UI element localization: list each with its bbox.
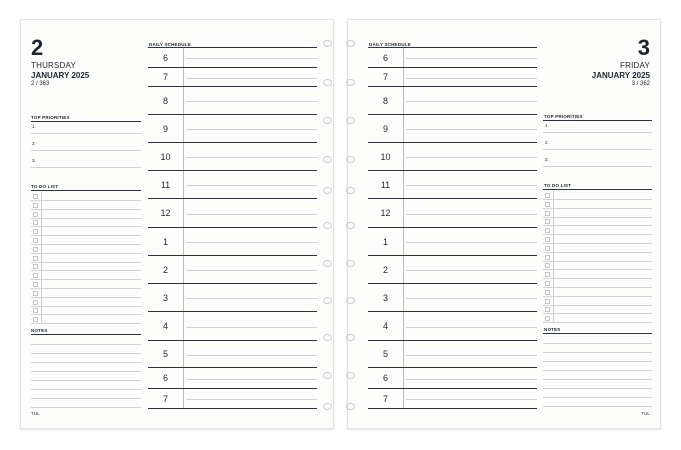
half-hour-line xyxy=(186,78,317,79)
priority-line[interactable] xyxy=(31,167,141,168)
priority-line[interactable] xyxy=(543,166,652,167)
todo-line[interactable] xyxy=(543,252,652,253)
hour-label: 4 xyxy=(368,312,404,340)
schedule-slot[interactable] xyxy=(368,283,537,311)
hour-label: 7 xyxy=(368,68,404,86)
half-hour-line xyxy=(186,379,317,380)
todo-line[interactable] xyxy=(543,234,652,235)
half-hour-line xyxy=(406,78,537,79)
notes-line[interactable] xyxy=(543,379,652,380)
half-hour-line xyxy=(186,298,317,299)
todo-checkbox[interactable] xyxy=(545,255,550,260)
day-number: 3 xyxy=(637,35,650,60)
schedule-title: DAILY SCHEDULE xyxy=(149,42,191,47)
half-hour-line xyxy=(406,185,537,186)
todo-line[interactable] xyxy=(543,225,652,226)
todo-line[interactable] xyxy=(543,296,652,297)
hour-label: 9 xyxy=(148,115,184,142)
schedule-slot[interactable] xyxy=(368,67,537,86)
todo-checkbox[interactable] xyxy=(545,211,550,216)
half-hour-line xyxy=(186,185,317,186)
notes-line[interactable] xyxy=(31,371,141,372)
binding-ring xyxy=(323,403,332,410)
half-hour-line xyxy=(406,379,537,380)
priority-line[interactable] xyxy=(31,150,141,151)
brand-logo: TUL xyxy=(641,411,650,416)
half-hour-line xyxy=(406,327,537,328)
hour-label: 2 xyxy=(148,256,184,283)
binding-ring xyxy=(346,403,355,410)
half-hour-line xyxy=(186,157,317,158)
hour-label: 6 xyxy=(148,368,184,388)
todo-checkbox[interactable] xyxy=(33,247,38,252)
schedule-slot[interactable] xyxy=(148,170,317,198)
hour-label: 3 xyxy=(148,284,184,311)
month-year: JANUARY 2025 xyxy=(31,71,90,80)
binding-ring xyxy=(323,222,332,229)
schedule-slot[interactable] xyxy=(148,388,317,408)
hour-label: 5 xyxy=(368,341,404,367)
half-hour-line xyxy=(406,129,537,130)
schedule-slot[interactable] xyxy=(148,86,317,114)
binding-ring xyxy=(323,334,332,341)
schedule-slot[interactable] xyxy=(368,227,537,255)
hour-label: 5 xyxy=(148,341,184,367)
todo-checkbox[interactable] xyxy=(33,212,38,217)
todo-line[interactable] xyxy=(543,322,652,323)
todo-checkbox[interactable] xyxy=(33,264,38,269)
top-priorities-rule xyxy=(31,121,141,122)
hour-label: 10 xyxy=(148,143,184,170)
todo-checkbox[interactable] xyxy=(545,219,550,224)
half-hour-line xyxy=(186,58,317,59)
todo-line[interactable] xyxy=(543,208,652,209)
hour-label: 4 xyxy=(148,312,184,340)
priority-number: 3. xyxy=(32,158,36,163)
schedule-slot[interactable] xyxy=(368,255,537,283)
schedule-slot[interactable] xyxy=(148,255,317,283)
notes-line[interactable] xyxy=(543,406,652,407)
schedule-slot[interactable] xyxy=(368,86,537,114)
todo-line[interactable] xyxy=(31,314,141,315)
top-priorities-rule xyxy=(543,120,652,121)
hour-label: 3 xyxy=(368,284,404,311)
hour-label: 11 xyxy=(148,171,184,198)
half-hour-line xyxy=(186,129,317,130)
schedule-title: DAILY SCHEDULE xyxy=(369,42,411,47)
todo-checkbox[interactable] xyxy=(33,229,38,234)
priority-line[interactable] xyxy=(31,133,141,134)
schedule-end-rule xyxy=(368,408,537,409)
notes-line[interactable] xyxy=(543,352,652,353)
notes-line[interactable] xyxy=(31,380,141,381)
hour-label: 7 xyxy=(148,389,184,408)
todo-line[interactable] xyxy=(31,270,141,271)
notes-line[interactable] xyxy=(31,344,141,345)
half-hour-line xyxy=(186,214,317,215)
top-priorities-title: TOP PRIORITIES xyxy=(544,114,583,119)
hour-label: 12 xyxy=(368,199,404,227)
todo-line[interactable] xyxy=(543,243,652,244)
hour-label: 8 xyxy=(368,87,404,114)
half-hour-line xyxy=(186,327,317,328)
notes-line[interactable] xyxy=(31,407,141,408)
weekday: THURSDAY xyxy=(31,61,77,70)
schedule-slot[interactable] xyxy=(148,283,317,311)
schedule-slot[interactable] xyxy=(148,67,317,86)
binding-ring xyxy=(323,117,332,124)
hour-label: 11 xyxy=(368,171,404,198)
todo-checkbox[interactable] xyxy=(545,202,550,207)
hour-label: 6 xyxy=(148,48,184,67)
notes-line[interactable] xyxy=(543,343,652,344)
todo-line[interactable] xyxy=(31,235,141,236)
notes-line[interactable] xyxy=(543,397,652,398)
schedule-slot[interactable] xyxy=(368,114,537,142)
day-count: 2 / 363 xyxy=(31,81,50,87)
todo-checkbox[interactable] xyxy=(545,299,550,304)
schedule-slot[interactable] xyxy=(148,142,317,170)
hour-label: 6 xyxy=(368,48,404,67)
todo-line[interactable] xyxy=(543,199,652,200)
priority-number: 2. xyxy=(545,140,549,145)
hour-label: 1 xyxy=(148,228,184,255)
todo-checkbox[interactable] xyxy=(33,300,38,305)
schedule-slot[interactable] xyxy=(148,367,317,388)
todo-line[interactable] xyxy=(31,306,141,307)
notes-line[interactable] xyxy=(543,388,652,389)
hour-label: 8 xyxy=(148,87,184,114)
notes-line[interactable] xyxy=(31,362,141,363)
binding-ring xyxy=(323,79,332,86)
day-count: 3 / 362 xyxy=(631,81,650,87)
todo-rule xyxy=(31,190,141,191)
notes-line[interactable] xyxy=(543,370,652,371)
todo-checkbox[interactable] xyxy=(545,228,550,233)
todo-divider xyxy=(553,191,554,323)
todo-checkbox[interactable] xyxy=(33,256,38,261)
schedule-slot[interactable] xyxy=(148,311,317,340)
priority-number: 2. xyxy=(32,141,36,146)
priority-number: 1. xyxy=(32,124,36,129)
schedule-slot[interactable] xyxy=(148,227,317,255)
todo-checkbox[interactable] xyxy=(33,282,38,287)
todo-checkbox[interactable] xyxy=(33,317,38,322)
binding-ring xyxy=(346,79,355,86)
schedule-slot[interactable] xyxy=(368,311,537,340)
binding-ring xyxy=(346,117,355,124)
priority-number: 1. xyxy=(545,123,549,128)
todo-checkbox[interactable] xyxy=(545,281,550,286)
todo-checkbox[interactable] xyxy=(33,238,38,243)
todo-line[interactable] xyxy=(31,323,141,324)
notes-line[interactable] xyxy=(31,398,141,399)
todo-checkbox[interactable] xyxy=(33,194,38,199)
half-hour-line xyxy=(406,157,537,158)
todo-checkbox[interactable] xyxy=(33,220,38,225)
todo-title: TO DO LIST xyxy=(544,183,572,188)
todo-checkbox[interactable] xyxy=(545,272,550,277)
todo-checkbox[interactable] xyxy=(545,237,550,242)
todo-checkbox[interactable] xyxy=(545,316,550,321)
binding-ring xyxy=(323,187,332,194)
todo-line[interactable] xyxy=(31,262,141,263)
todo-line[interactable] xyxy=(31,253,141,254)
priority-line[interactable] xyxy=(543,149,652,150)
todo-checkbox[interactable] xyxy=(545,193,550,198)
half-hour-line xyxy=(406,399,537,400)
schedule-slot[interactable] xyxy=(368,367,537,388)
half-hour-line xyxy=(406,298,537,299)
todo-line[interactable] xyxy=(543,278,652,279)
binding-ring xyxy=(346,297,355,304)
half-hour-line xyxy=(406,214,537,215)
todo-line[interactable] xyxy=(31,279,141,280)
brand-logo: TUL xyxy=(31,411,40,416)
todo-checkbox[interactable] xyxy=(33,291,38,296)
todo-line[interactable] xyxy=(543,261,652,262)
binding-ring xyxy=(323,372,332,379)
binding-ring xyxy=(346,372,355,379)
todo-checkbox[interactable] xyxy=(33,308,38,313)
notes-title: NOTES xyxy=(31,328,48,333)
binding-ring xyxy=(323,297,332,304)
notes-line[interactable] xyxy=(31,353,141,354)
notes-rule xyxy=(543,333,652,334)
schedule-slot[interactable] xyxy=(368,388,537,408)
schedule-slot[interactable] xyxy=(368,340,537,367)
todo-checkbox[interactable] xyxy=(545,263,550,268)
half-hour-line xyxy=(186,399,317,400)
binding-ring xyxy=(346,222,355,229)
todo-line[interactable] xyxy=(543,305,652,306)
todo-line[interactable] xyxy=(543,287,652,288)
half-hour-line xyxy=(186,355,317,356)
priority-line[interactable] xyxy=(543,132,652,133)
todo-checkbox[interactable] xyxy=(33,273,38,278)
half-hour-line xyxy=(186,270,317,271)
todo-checkbox[interactable] xyxy=(545,290,550,295)
binding-ring xyxy=(346,187,355,194)
todo-checkbox[interactable] xyxy=(545,246,550,251)
half-hour-line xyxy=(406,58,537,59)
binding-ring xyxy=(323,260,332,267)
binding-ring xyxy=(323,156,332,163)
todo-checkbox[interactable] xyxy=(545,307,550,312)
planner-page-left xyxy=(20,19,334,429)
half-hour-line xyxy=(186,242,317,243)
schedule-slot[interactable] xyxy=(148,47,317,67)
half-hour-line xyxy=(406,101,537,102)
schedule-slot[interactable] xyxy=(368,47,537,67)
todo-title: TO DO LIST xyxy=(31,184,59,189)
todo-line[interactable] xyxy=(543,217,652,218)
hour-label: 7 xyxy=(148,68,184,86)
day-number: 2 xyxy=(31,35,44,60)
hour-label: 12 xyxy=(148,199,184,227)
weekday: FRIDAY xyxy=(620,61,650,70)
planner-page-right xyxy=(347,19,661,429)
notes-rule xyxy=(31,334,141,335)
todo-line[interactable] xyxy=(31,288,141,289)
todo-divider xyxy=(41,192,42,324)
half-hour-line xyxy=(406,270,537,271)
top-priorities-title: TOP PRIORITIES xyxy=(31,115,70,120)
todo-line[interactable] xyxy=(31,218,141,219)
schedule-slot[interactable] xyxy=(148,198,317,227)
priority-number: 3. xyxy=(545,157,549,162)
hour-label: 1 xyxy=(368,228,404,255)
todo-checkbox[interactable] xyxy=(33,203,38,208)
todo-line[interactable] xyxy=(543,313,652,314)
schedule-slot[interactable] xyxy=(368,142,537,170)
half-hour-line xyxy=(406,242,537,243)
schedule-slot[interactable] xyxy=(148,340,317,367)
binding-ring xyxy=(346,40,355,47)
schedule-slot[interactable] xyxy=(148,114,317,142)
todo-line[interactable] xyxy=(31,209,141,210)
notes-line[interactable] xyxy=(543,361,652,362)
binding-ring xyxy=(323,40,332,47)
half-hour-line xyxy=(406,355,537,356)
notes-line[interactable] xyxy=(31,389,141,390)
hour-label: 7 xyxy=(368,389,404,408)
notes-title: NOTES xyxy=(544,327,561,332)
todo-line[interactable] xyxy=(31,200,141,201)
hour-label: 2 xyxy=(368,256,404,283)
todo-line[interactable] xyxy=(543,269,652,270)
month-year: JANUARY 2025 xyxy=(591,71,650,80)
todo-line[interactable] xyxy=(31,244,141,245)
binding-ring xyxy=(346,260,355,267)
schedule-slot[interactable] xyxy=(368,170,537,198)
binding-ring xyxy=(346,156,355,163)
schedule-slot[interactable] xyxy=(368,198,537,227)
half-hour-line xyxy=(186,101,317,102)
hour-label: 9 xyxy=(368,115,404,142)
todo-line[interactable] xyxy=(31,226,141,227)
schedule-end-rule xyxy=(148,408,317,409)
todo-line[interactable] xyxy=(31,297,141,298)
todo-rule xyxy=(543,189,652,190)
hour-label: 10 xyxy=(368,143,404,170)
binding-ring xyxy=(346,334,355,341)
hour-label: 6 xyxy=(368,368,404,388)
